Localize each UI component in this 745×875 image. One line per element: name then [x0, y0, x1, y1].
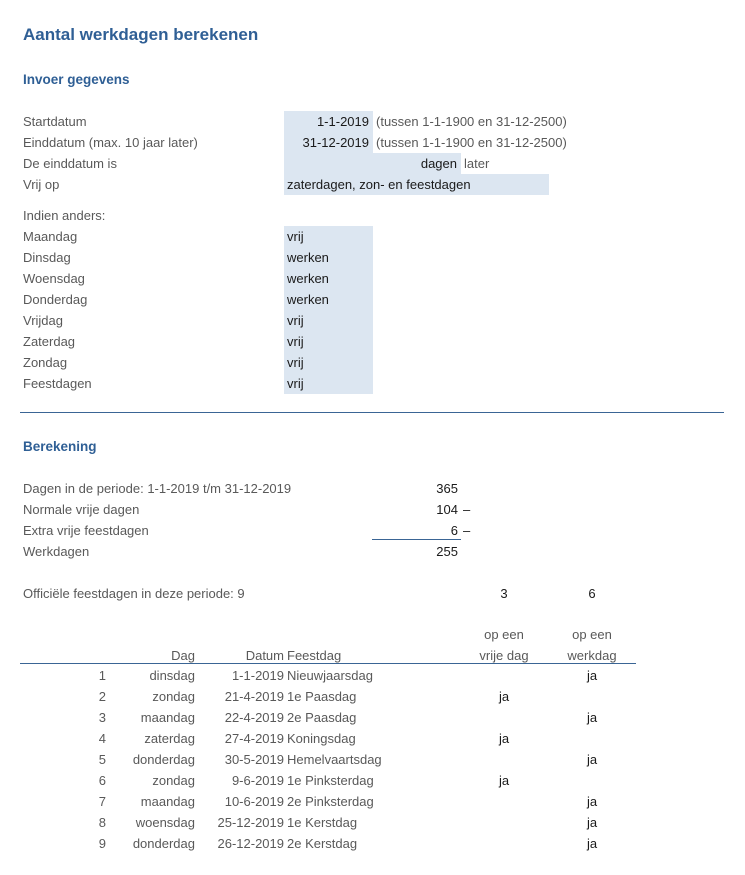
calc-label: Werkdagen — [23, 544, 90, 559]
row-date: 22-4-2019 — [224, 710, 284, 725]
row-holiday-name: Hemelvaartsdag — [287, 752, 382, 767]
row-weekday: donderdag — [132, 752, 195, 767]
weekday-select[interactable]: vrij — [284, 373, 373, 394]
row-holiday-name: 2e Paasdag — [287, 710, 357, 725]
row-number: 4 — [98, 731, 106, 746]
row-on-workday: ja — [586, 794, 598, 809]
row-weekday: dinsdag — [149, 668, 195, 683]
calc-label: Dagen in de periode: 1-1-2019 t/m 31-12-2019 — [23, 481, 292, 496]
row-number: 8 — [98, 815, 106, 830]
weekday-select[interactable]: werken — [284, 247, 373, 268]
calc-label: Extra vrije feestdagen — [23, 523, 149, 538]
row-on-workday: ja — [586, 815, 598, 830]
row-weekday: maandag — [140, 710, 195, 725]
col-header-dag: Dag — [171, 648, 195, 663]
weekday-select[interactable]: vrij — [284, 310, 373, 331]
col-header-free-line1: op een — [484, 627, 524, 642]
end-date-input[interactable]: 31-12-2019 — [284, 132, 373, 153]
weekday-select[interactable]: vrij — [284, 226, 373, 247]
weekday-select[interactable]: vrij — [284, 331, 373, 352]
row-date: 1-1-2019 — [231, 668, 284, 683]
weekday-select[interactable]: werken — [284, 268, 373, 289]
row-on-free-day — [474, 833, 534, 854]
count-workday: 6 — [588, 586, 596, 601]
row-date: 10-6-2019 — [224, 794, 284, 809]
page-title: Aantal werkdagen berekenen — [23, 25, 259, 44]
table-header-line — [20, 663, 636, 664]
row-number: 6 — [98, 773, 106, 788]
row-weekday: donderdag — [132, 836, 195, 851]
col-header-feestdag: Feestdag — [287, 648, 342, 663]
row-date: 27-4-2019 — [224, 731, 284, 746]
offset-suffix: later — [464, 156, 490, 171]
row-number: 7 — [98, 794, 106, 809]
calc-heading: Berekening — [23, 439, 97, 454]
row-on-free-day — [474, 665, 534, 686]
row-holiday-name: 1e Kerstdag — [287, 815, 358, 830]
row-on-workday — [562, 686, 622, 707]
row-holiday-name: Koningsdag — [287, 731, 356, 746]
calc-value: 255 — [436, 544, 458, 559]
weekday-label: Zondag — [23, 355, 68, 370]
row-holiday-name: Nieuwjaarsdag — [287, 668, 373, 683]
input-heading: Invoer gegevens — [23, 72, 130, 87]
start-date-hint: (tussen 1-1-1900 en 31-12-2500) — [376, 114, 567, 129]
row-weekday: maandag — [140, 794, 195, 809]
row-date: 9-6-2019 — [231, 773, 284, 788]
col-header-work-line2: werkdag — [567, 648, 617, 663]
end-date-hint: (tussen 1-1-1900 en 31-12-2500) — [376, 135, 567, 150]
calc-value: 104 — [436, 502, 458, 517]
offset-label: De einddatum is — [23, 156, 117, 171]
row-date: 26-12-2019 — [217, 836, 284, 851]
row-on-free-day — [474, 791, 534, 812]
sum-line — [372, 539, 461, 540]
weekday-select[interactable]: werken — [284, 289, 373, 310]
row-holiday-name: 2e Kerstdag — [287, 836, 358, 851]
start-date-input[interactable]: 1-1-2019 — [284, 111, 373, 132]
row-on-workday — [562, 770, 622, 791]
weekday-label: Dinsdag — [23, 250, 71, 265]
weekday-select[interactable]: vrij — [284, 352, 373, 373]
otherwise-label: Indien anders: — [23, 208, 106, 223]
holidays-count-label: Officiële feestdagen in deze periode: 9 — [23, 586, 245, 601]
row-weekday: woensdag — [135, 815, 195, 830]
weekday-label: Woensdag — [23, 271, 85, 286]
count-free-day: 3 — [500, 586, 508, 601]
offset-input[interactable]: dagen — [284, 153, 461, 174]
row-on-free-day: ja — [498, 773, 510, 788]
row-number: 9 — [98, 836, 106, 851]
section-divider — [20, 412, 724, 413]
row-number: 2 — [98, 689, 106, 704]
weekday-label: Vrijdag — [23, 313, 63, 328]
row-date: 21-4-2019 — [224, 689, 284, 704]
row-number: 1 — [98, 668, 106, 683]
row-on-free-day: ja — [498, 689, 510, 704]
row-weekday: zondag — [152, 689, 195, 704]
row-on-free-day: ja — [498, 731, 510, 746]
weekday-label: Donderdag — [23, 292, 88, 307]
row-on-workday: ja — [586, 668, 598, 683]
row-weekday: zaterdag — [144, 731, 195, 746]
row-holiday-name: 1e Paasdag — [287, 689, 357, 704]
free-on-select[interactable]: zaterdagen, zon- en feestdagen — [284, 174, 549, 195]
row-on-workday: ja — [586, 752, 598, 767]
end-date-label: Einddatum (max. 10 jaar later) — [23, 135, 198, 150]
calc-operator: – — [463, 502, 471, 517]
weekday-label: Maandag — [23, 229, 78, 244]
row-holiday-name: 1e Pinksterdag — [287, 773, 374, 788]
free-on-label: Vrij op — [23, 177, 60, 192]
weekday-label: Feestdagen — [23, 376, 92, 391]
row-number: 3 — [98, 710, 106, 725]
weekday-label: Zaterdag — [23, 334, 76, 349]
row-on-workday — [562, 728, 622, 749]
row-number: 5 — [98, 752, 106, 767]
row-holiday-name: 2e Pinksterdag — [287, 794, 374, 809]
row-on-workday: ja — [586, 836, 598, 851]
row-date: 25-12-2019 — [217, 815, 284, 830]
row-weekday: zondag — [152, 773, 195, 788]
calc-value: 365 — [436, 481, 458, 496]
col-header-free-line2: vrije dag — [479, 648, 529, 663]
col-header-work-line1: op een — [572, 627, 612, 642]
calc-value: 6 — [450, 523, 458, 538]
calc-label: Normale vrije dagen — [23, 502, 140, 517]
row-on-workday: ja — [586, 710, 598, 725]
start-date-label: Startdatum — [23, 114, 87, 129]
col-header-datum: Datum — [245, 648, 284, 663]
row-on-free-day — [474, 707, 534, 728]
row-on-free-day — [474, 749, 534, 770]
row-date: 30-5-2019 — [224, 752, 284, 767]
calc-operator: – — [463, 523, 471, 538]
row-on-free-day — [474, 812, 534, 833]
